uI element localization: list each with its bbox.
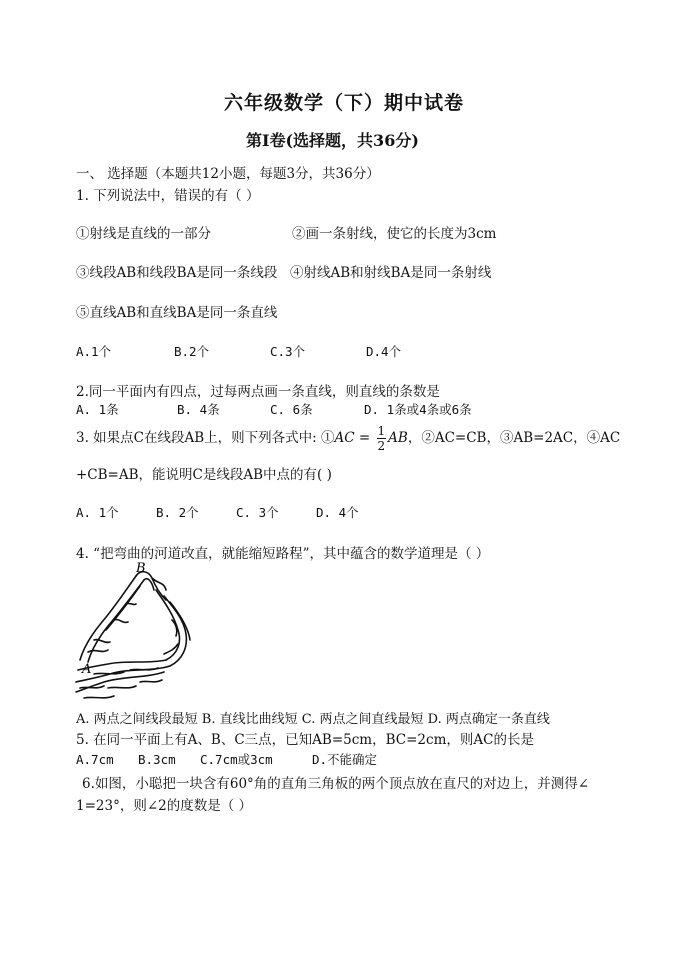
q3-rest: ，②AC=CB，③AB=2AC，④AC	[407, 430, 621, 446]
q1-statement-1: ①射线是直线的一部分	[76, 226, 211, 242]
label-a: A	[82, 662, 92, 677]
q1-options	[76, 342, 401, 360]
q6-line-1: 6.如图，小聪把一块含有60°角的直角三角板的两个顶点放在直尺的对边上，并测得∠	[82, 776, 590, 792]
q5-option-a: A.7cm	[76, 752, 114, 767]
q1-option-a: A.1个	[76, 344, 112, 359]
q3-option-d: D. 4个	[316, 505, 359, 520]
q5-stem: 5. 在同一平面上有A、B、C三点，已知AB=5cm，BC=2cm，则AC的长是	[76, 732, 534, 748]
q2-option-b: B. 4条	[177, 402, 220, 417]
q5-option-b: B.3cm	[138, 752, 176, 767]
q3-fraction	[377, 425, 387, 452]
page-title: 六年级数学（下）期中试卷	[224, 92, 465, 114]
q3-formula-rhs: AB	[388, 430, 408, 446]
q3-formula-eq: =	[354, 430, 375, 446]
q2-option-a: A. 1条	[76, 402, 119, 417]
q3-formula-lhs: AC	[334, 430, 355, 446]
q1-option-c: C.3个	[270, 344, 306, 359]
q6-line-2: 1=23°，则∠2的度数是（ ）	[76, 798, 253, 814]
label-b: B	[136, 561, 146, 576]
q1-option-d: D.4个	[366, 344, 402, 359]
q4-options: A. 两点之间线段最短 B. 直线比曲线短 C. 两点之间直线最短 D. 两点确定一条直线	[76, 712, 550, 727]
q1-statement-2: ②画一条射线，使它的长度为3cm	[292, 226, 497, 242]
q3-prefix: 3. 如果点C在线段AB上，则下列各式中: ①	[76, 430, 335, 446]
q2-stem: 2.同一平面内有四点，过每两点画一条直线，则直线的条数是	[76, 384, 440, 400]
q1-statement-3: ③线段AB和线段BA是同一条线段	[76, 265, 278, 281]
q2-option-d: D. 1条或4条或6条	[364, 402, 472, 417]
q5-option-c: C.7cm或3cm	[200, 752, 273, 767]
q3-option-a: A. 1个	[76, 505, 119, 520]
q5-options	[76, 750, 377, 768]
q2-option-c: C. 6条	[270, 402, 313, 417]
q1-statement-4: ④射线AB和射线BA是同一条射线	[290, 265, 492, 281]
q1-statement-5: ⑤直线AB和直线BA是同一条直线	[76, 305, 278, 321]
q3-fraction-denominator: 2	[377, 439, 386, 453]
section-title: 第Ⅰ卷(选择题，共36分)	[246, 131, 419, 150]
q3-option-b: B. 2个	[156, 505, 199, 520]
instructions: 一、 选择题（本题共12小题，每题3分，共36分）	[76, 166, 380, 182]
q5-option-d: D.不能确定	[312, 752, 378, 767]
q3-line-2: +CB=AB，能说明C是线段AB中点的有( )	[76, 467, 332, 483]
q3-options	[76, 503, 359, 521]
river-figure	[74, 560, 204, 705]
q4-stem: 4. “把弯曲的河道改直，就能缩短路程”，其中蕴含的数学道理是（ ）	[76, 546, 490, 562]
q3-option-c: C. 3个	[236, 505, 279, 520]
q2-options	[76, 400, 472, 418]
q1-option-b: B.2个	[174, 344, 210, 359]
q3-fraction-numerator: 1	[377, 424, 386, 438]
q3-line-1	[76, 424, 620, 452]
q1-stem: 1. 下列说法中，错误的有（ ）	[76, 188, 260, 204]
